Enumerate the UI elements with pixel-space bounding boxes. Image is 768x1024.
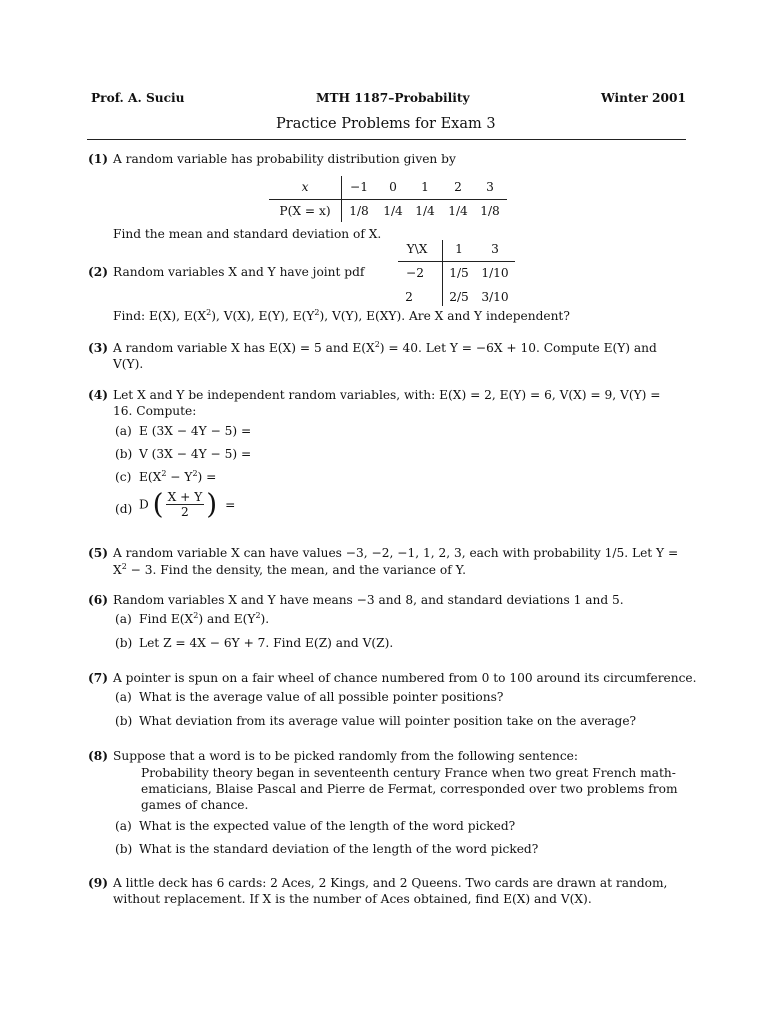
problem-text: Random variables X and Y have means −3 and 8, and standard deviations 1 and 5.	[113, 593, 624, 607]
part-label: (a)	[115, 690, 132, 704]
problem-text-line-2: V(Y).	[113, 357, 144, 371]
part-label: (c)	[115, 470, 132, 484]
part-text: Find $E(X^2)$ and $E(Y^2)$.	[139, 611, 270, 626]
part-label: (d)	[115, 502, 133, 516]
x-value: 1	[421, 180, 429, 194]
part-text: What is the expected value of the length of the word picked?	[139, 819, 516, 833]
problem-text-line-2: without replacement. If X is the number of Aces obtained, find E(X) and V(X).	[113, 892, 592, 906]
problem-text-line-2: $X^2 - 3$. Find the density, the mean, and the variance of Y.	[113, 562, 466, 577]
table-cell: 1/5	[449, 266, 469, 280]
part-label: (a)	[115, 424, 132, 438]
table-hline	[398, 261, 515, 262]
row-label-p: P(X = x)	[279, 204, 331, 218]
quoted-sentence-line: Probability theory began in seventeenth century France when two great French math-	[141, 766, 676, 780]
row-label: 2	[405, 290, 413, 304]
part-text: D ( $\frac{X + Y}{2}$ ) =	[139, 487, 236, 521]
problem-text: A little deck has 6 cards: 2 Aces, 2 Kings, and 2 Queens. Two cards are drawn at random,	[113, 876, 668, 890]
quoted-sentence-line: ematicians, Blaise Pascal and Pierre de Fermat, corresponded over two problems from	[141, 782, 678, 796]
table-hline	[269, 199, 507, 200]
p-value: 1/8	[349, 204, 369, 218]
term: Winter 2001	[601, 91, 686, 105]
problem-text: A random variable X can have values −3, −2, −1, 1, 2, 3, each with probability 1/5. Let Y =	[113, 546, 679, 560]
part-text: E (3X − 4Y − 5) =	[139, 424, 252, 438]
row-label-x: x	[301, 180, 309, 194]
problem-question: Find: E(X), $E(X^2)$, V(X), E(Y), $E(Y^2)$, V(Y), E(XY). Are X and Y independent?	[113, 308, 570, 323]
x-value: 2	[454, 180, 462, 194]
problem-text: A random variable X has E(X) = 5 and $E(X^2) = 40$. Let Y = −6X + 10. Compute E(Y) and	[113, 340, 657, 355]
problem-number: (8)	[88, 749, 109, 763]
table-cell: 3/10	[481, 290, 509, 304]
problem-question: Find the mean and standard deviation of X.	[113, 227, 382, 241]
part-label: (b)	[115, 842, 133, 856]
p-value: 1/8	[480, 204, 500, 218]
author: Prof. A. Suciu	[91, 91, 185, 105]
p-value: 1/4	[448, 204, 468, 218]
p-value: 1/4	[383, 204, 403, 218]
problem-number: (5)	[88, 546, 109, 560]
part-text: What is the standard deviation of the length of the word picked?	[139, 842, 539, 856]
problem-number: (1)	[88, 152, 109, 166]
part-label: (b)	[115, 636, 133, 650]
problem-number: (3)	[88, 341, 109, 355]
x-value: −1	[350, 180, 368, 194]
part-label: (a)	[115, 819, 132, 833]
row-label: −2	[406, 266, 424, 280]
part-text: What is the average value of all possible pointer positions?	[139, 690, 504, 704]
x-value: 0	[389, 180, 397, 194]
table-corner: Y\X	[406, 242, 428, 256]
problem-text: A pointer is spun on a fair wheel of chance numbered from 0 to 100 around its circumference.	[113, 671, 697, 685]
part-text: What deviation from its average value will pointer position take on the average?	[139, 714, 637, 728]
p-value: 1/4	[415, 204, 435, 218]
problem-text: A random variable has probability distribution given by	[113, 152, 456, 166]
page-title: Practice Problems for Exam 3	[276, 116, 496, 132]
part-text: V (3X − 4Y − 5) =	[139, 447, 252, 461]
header-rule	[87, 139, 686, 140]
problem-number: (7)	[88, 671, 109, 685]
problem-number: (9)	[88, 876, 109, 890]
part-label: (b)	[115, 447, 133, 461]
problem-number: (6)	[88, 593, 109, 607]
problem-text: Let X and Y be independent random variables, with: E(X) = 2, E(Y) = 6, V(X) = 9, V(Y) =	[113, 388, 661, 402]
table-cell: 2/5	[449, 290, 469, 304]
course-name: MTH 1187–Probability	[316, 91, 470, 105]
quoted-sentence-line: games of chance.	[141, 798, 249, 812]
fraction: $\frac{X + Y}{2}$	[167, 490, 203, 520]
problem-number: (2)	[88, 265, 109, 279]
table-cell: 1/10	[481, 266, 509, 280]
col-header: 3	[491, 242, 499, 256]
table-vline	[442, 240, 443, 306]
part-text: Let Z = 4X − 6Y + 7. Find E(Z) and V(Z).	[139, 636, 394, 650]
problem-text: Suppose that a word is to be picked randomly from the following sentence:	[113, 749, 578, 763]
part-label: (b)	[115, 714, 133, 728]
problem-number: (4)	[88, 388, 109, 402]
col-header: 1	[455, 242, 463, 256]
x-value: 3	[486, 180, 494, 194]
part-label: (a)	[115, 612, 132, 626]
problem-text: Random variables X and Y have joint pdf	[113, 265, 365, 279]
problem-text-line-2: 16. Compute:	[113, 404, 197, 418]
part-text: $E(X^2 - Y^2)$ =	[139, 469, 217, 484]
